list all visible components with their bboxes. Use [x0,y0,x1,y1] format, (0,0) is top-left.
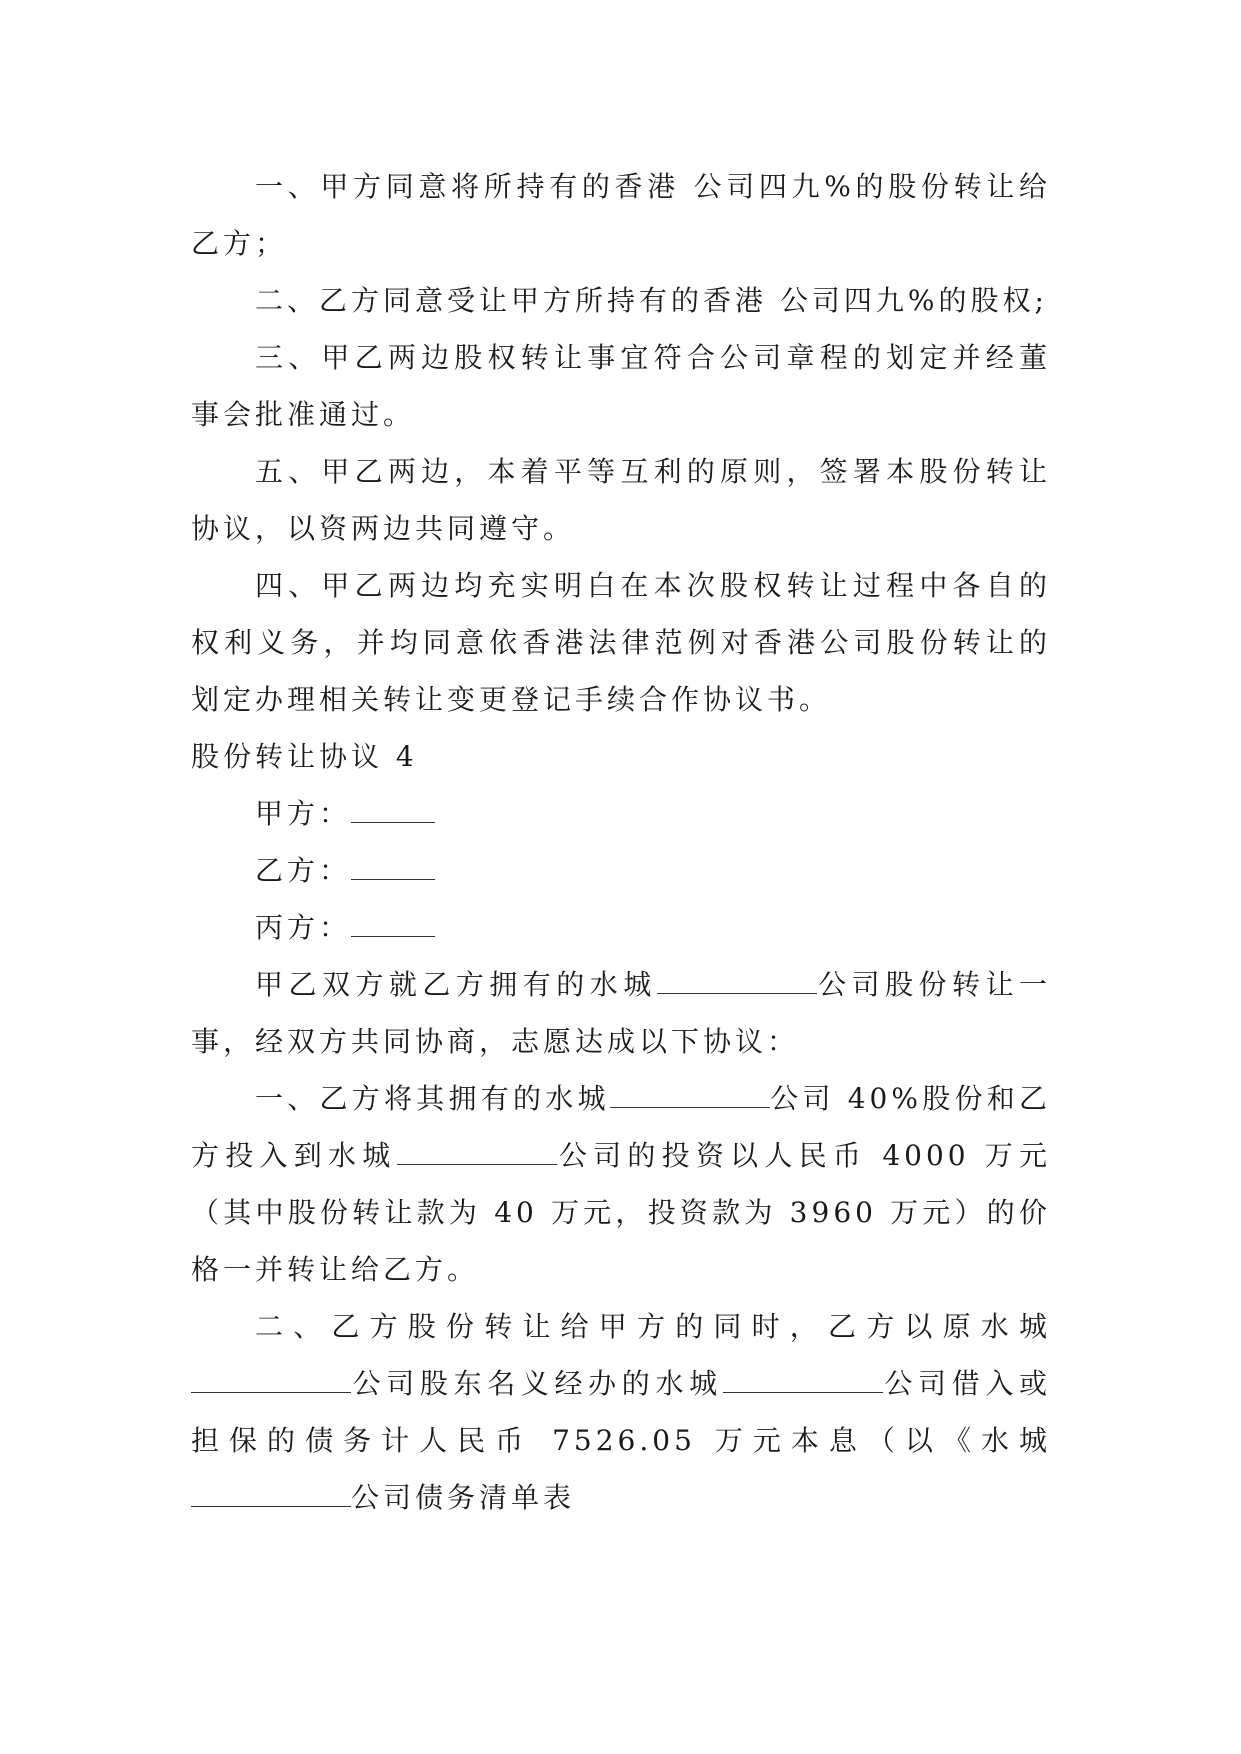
party-a-blank [351,800,435,823]
party-b-line [191,842,1051,899]
company-name-blank [610,1085,770,1108]
party-c-line [191,899,1051,956]
company-name-blank [723,1370,883,1393]
intro-text-a: 甲乙双方就乙方拥有的水城 [255,968,657,1001]
clause-2-paragraph [191,1298,1051,1526]
clause-paragraph: 五、甲乙两边，本着平等互利的原则，签署本股份转让协议，以资两边共同遵守。 [191,455,1051,545]
clause-2-text-b: 公司股东名义经办的水城 [351,1367,723,1400]
clause-1-text-c: 公司的投资以人民币 4000 万元（其中股份转让款为 40 万元，投资款为 3960 万元）的价格一并转让给乙方。 [191,1139,1051,1286]
section-title: 股份转让协议 4 [191,740,418,773]
clause-1-text-b: 公司 40%股份和乙方投入到水城 [191,1082,1051,1172]
clause-1-paragraph [191,1070,1051,1298]
party-a-line [191,785,1051,842]
company-name-blank [397,1142,557,1165]
clause-paragraph: 三、甲乙两边股权转让事宜符合公司章程的划定并经董事会批准通过。 [191,341,1051,431]
intro-paragraph [191,956,1051,1070]
party-b-blank [351,857,435,880]
company-name-blank [657,971,817,994]
clause-paragraph: 四、甲乙两边均充实明白在本次股权转让过程中各自的权利义务，并均同意依香港法律范例对香港公司股份转让的划定办理相关转让变更登记手续合作协议书。 [191,569,1051,716]
clause-2-text-c: 公司借入或担保的债务计人民币 7526.05 万元本息（以《水城 [191,1367,1051,1457]
clause-paragraph: 二、乙方同意受让甲方所持有的香港 公司四九%的股权; [255,284,1048,317]
intro-text-b: 公司股份转让一事，经双方共同协商，志愿达成以下协议： [191,968,1051,1058]
company-name-blank [191,1484,351,1507]
clause-2-text-a: 二、乙方股份转让给甲方的同时，乙方以原水城 [255,1310,1051,1343]
party-a-label: 甲方： [255,797,352,830]
document-body [191,158,1051,1526]
party-c-label: 丙方： [255,911,352,944]
clause-2-text-d: 公司债务清单表 [351,1481,576,1514]
clause-1-text-a: 一、乙方将其拥有的水城 [255,1082,610,1115]
party-c-blank [351,914,435,937]
company-name-blank [191,1370,351,1393]
party-b-label: 乙方： [255,854,352,887]
clause-paragraph: 一、甲方同意将所持有的香港 公司四九%的股份转让给乙方； [191,170,1051,260]
